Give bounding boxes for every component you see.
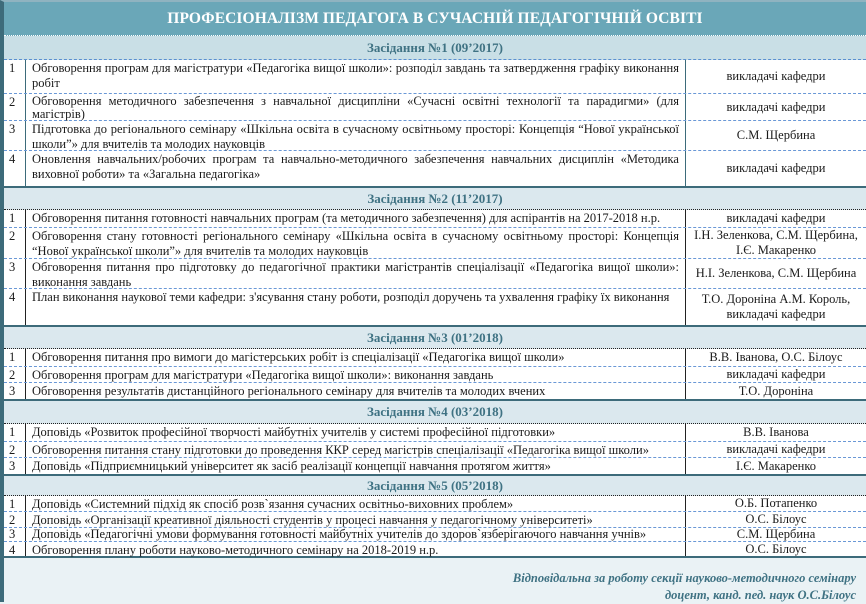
row-number: 1 bbox=[4, 60, 26, 93]
row-responsible: О.С. Білоус bbox=[745, 541, 807, 556]
table-row bbox=[4, 528, 866, 542]
row-responsible: викладачі кафедри bbox=[726, 211, 826, 225]
row-number: 4 bbox=[4, 542, 26, 556]
table-row bbox=[4, 542, 866, 558]
footer-signature bbox=[513, 570, 856, 604]
row-topic: Обговорення методичного забезпечення з навчальної дисципліни «Сучасні освітні технології та парадигми» (для магістрів) bbox=[26, 94, 686, 120]
table-row bbox=[4, 121, 866, 151]
row-number: 1 bbox=[4, 349, 26, 366]
row-number: 1 bbox=[4, 210, 26, 227]
row-number: 1 bbox=[4, 496, 26, 511]
row-topic: Обговорення плану роботи науково-методичного семінару на 2018-2019 н.р. bbox=[26, 542, 686, 556]
table-row bbox=[4, 424, 866, 442]
row-number: 3 bbox=[4, 528, 26, 541]
row-responsible: викладачі кафедри bbox=[726, 367, 826, 381]
row-number: 3 bbox=[4, 458, 26, 474]
row-responsible: О.С. Білоус bbox=[745, 512, 807, 526]
row-topic: Обговорення питання стану підготовки до проведення ККР серед магістрів спеціалізації «Педагогіка вищої школи» bbox=[26, 442, 686, 457]
footer-responsible-line: Відповідальна за роботу секції науково-методичного семінару bbox=[512, 571, 856, 585]
row-responsible: С.М. Щербина bbox=[736, 128, 816, 142]
table-row bbox=[4, 228, 866, 259]
row-responsible: В.В. Іванова, О.С. Білоус bbox=[709, 350, 843, 364]
row-topic: Обговорення стану готовності регіонального семінару «Шкільна освіта в сучасному освітньому просторі: Концепція “Нової української школи”» для вчителів та молодих науковців bbox=[26, 228, 686, 258]
section-heading-5: Засідання №5 (05’2018) bbox=[4, 474, 866, 496]
table-row bbox=[4, 210, 866, 228]
row-topic: Обговорення питання про вимоги до магістерських робіт із спеціалізації «Педагогіка вищої школи» bbox=[26, 349, 686, 366]
table-row bbox=[4, 259, 866, 289]
row-topic: Обговорення програм для магістратури «Педагогіка вищої школи»: виконання завдань bbox=[26, 367, 686, 382]
table-row bbox=[4, 512, 866, 528]
section-heading-1: Засідання №1 (09’2017) bbox=[4, 36, 866, 60]
table-row bbox=[4, 289, 866, 325]
row-topic: Підготовка до регіонального семінару «Шкільна освіта в сучасному освітньому просторі: Концепція “Нової української школи”» для вчителів та молодих науковців bbox=[26, 121, 686, 150]
row-responsible: викладачі кафедри bbox=[726, 161, 826, 175]
row-number: 3 bbox=[4, 121, 26, 150]
table-row bbox=[4, 367, 866, 383]
row-topic: Обговорення результатів дистанційного регіонального семінару для вчителів та молодих вчених bbox=[26, 383, 686, 399]
row-topic: Доповідь «Педагогічні умови формування готовності майбутніх учителів до здоров`язберігаючого навчання учнів» bbox=[26, 528, 686, 541]
row-number: 4 bbox=[4, 151, 26, 186]
row-topic: Обговорення питання про підготовку до педагогічної практики магістрантів спеціалізації «Педагогіка вищої школи»: виконання завдань bbox=[26, 259, 686, 288]
section-heading-4: Засідання №4 (03’2018) bbox=[4, 399, 866, 424]
page-title: ПРОФЕСІОНАЛІЗМ ПЕДАГОГА В СУЧАСНІЙ ПЕДАГОГІЧНІЙ ОСВІТІ bbox=[4, 2, 866, 36]
row-responsible: Т.О. Доронiна А.М. Король, викладачі кафедри bbox=[701, 292, 851, 321]
table-row bbox=[4, 458, 866, 474]
table-row bbox=[4, 60, 866, 94]
footer-author-line: доцент, канд. пед. наук О.С.Білоус bbox=[664, 588, 856, 602]
row-number: 2 bbox=[4, 442, 26, 457]
row-responsible: викладачі кафедри bbox=[726, 69, 826, 83]
row-responsible: викладачі кафедри bbox=[726, 442, 826, 456]
row-topic: Обговорення програм для магістратури «Педагогіка вищої школи»: розподіл завдань та затвердження графіку виконання робіт bbox=[26, 60, 686, 93]
row-responsible: О.Б. Потапенко bbox=[734, 496, 818, 510]
row-topic: Обговорення питання готовності навчальних програм (та методичного забезпечення) для аспірантів на 2017-2018 н.р. bbox=[26, 210, 686, 227]
row-responsible: Н.І. Зеленкова, С.М. Щербина bbox=[695, 266, 857, 280]
row-topic: Доповідь «Організації креативної діяльності студентів у процесі навчання у педагогічному університеті» bbox=[26, 512, 686, 527]
table-row bbox=[4, 496, 866, 512]
row-responsible: С.М. Щербина bbox=[736, 527, 816, 541]
row-number: 2 bbox=[4, 512, 26, 527]
row-topic: Доповідь «Системний підхід як спосіб розв`язання сучасних освітньо-виховних проблем» bbox=[26, 496, 686, 511]
row-responsible: В.В. Іванова bbox=[743, 425, 809, 439]
section-heading-2: Засідання №2 (11’2017) bbox=[4, 186, 866, 210]
table-row bbox=[4, 151, 866, 186]
row-responsible: І.Н. Зеленкова, С.М. Щербина, І.Є. Макаренко bbox=[694, 228, 858, 257]
row-responsible: викладачі кафедри bbox=[726, 99, 826, 114]
row-topic: План виконання наукової теми кафедри: з'ясування стану роботи, розподіл доручень та ухвалення графіку їх виконання bbox=[26, 289, 686, 325]
table-row bbox=[4, 442, 866, 458]
table-row bbox=[4, 349, 866, 367]
row-number: 2 bbox=[4, 228, 26, 258]
row-responsible: І.Є. Макаренко bbox=[735, 458, 817, 473]
table-row bbox=[4, 94, 866, 121]
table-row bbox=[4, 383, 866, 399]
row-number: 3 bbox=[4, 383, 26, 399]
row-responsible: Т.О. Доронiна bbox=[738, 383, 814, 398]
row-topic: Доповідь «Розвиток професійної творчості майбутніх учителів у системі професійної підготовки» bbox=[26, 424, 686, 441]
row-topic: Доповідь «Підприємницький університет як засіб реалізації концепції навчання протягом життя» bbox=[26, 458, 686, 474]
row-topic: Оновлення навчальних/робочих програм та навчально-методичного забезпечення навчальних дисциплін «Методика виховної роботи» та «Загальна педагогіка» bbox=[26, 151, 686, 186]
row-number: 4 bbox=[4, 289, 26, 325]
row-number: 1 bbox=[4, 424, 26, 441]
row-number: 2 bbox=[4, 94, 26, 120]
row-number: 3 bbox=[4, 259, 26, 288]
section-heading-3: Засідання №3 (01’2018) bbox=[4, 325, 866, 349]
row-number: 2 bbox=[4, 367, 26, 382]
